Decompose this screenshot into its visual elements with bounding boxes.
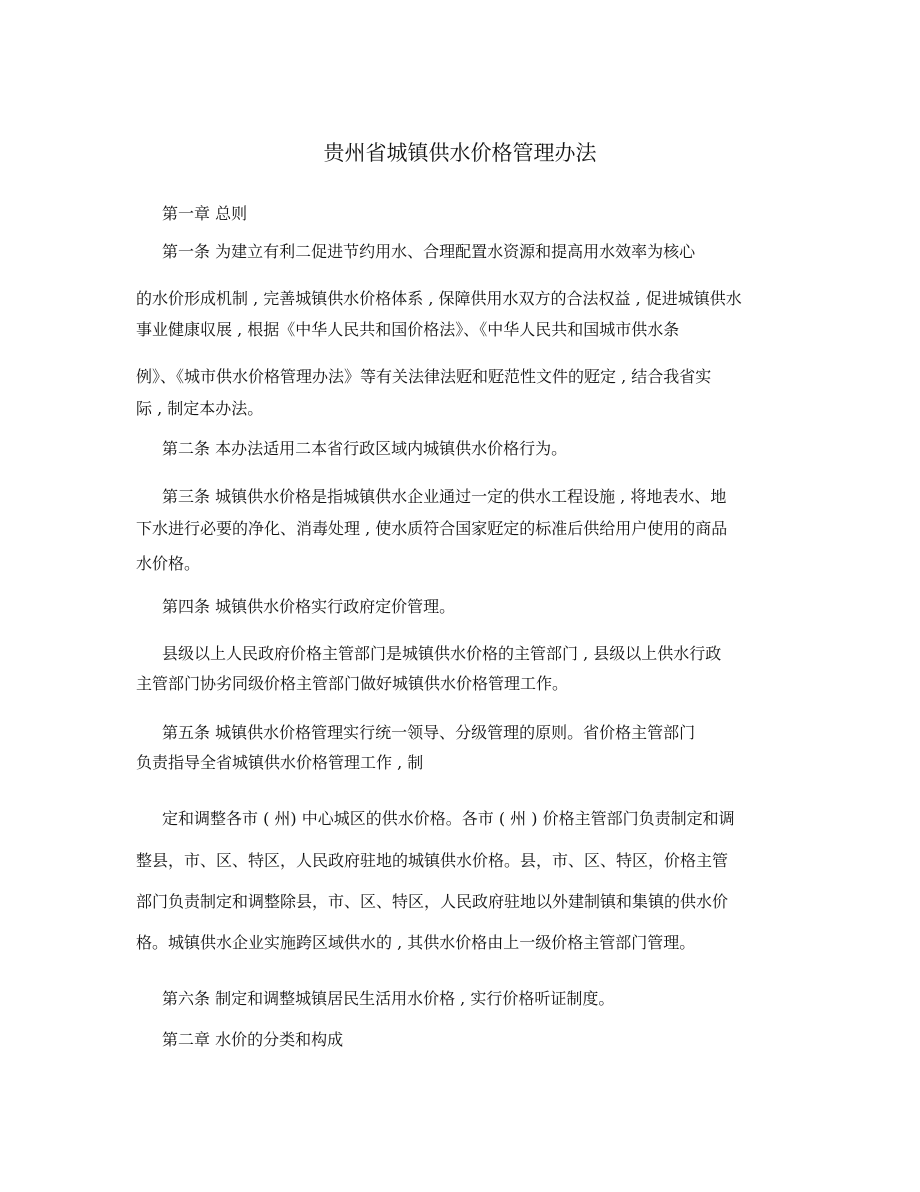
paragraph-line: 水价格。 [136, 554, 201, 573]
paragraph-line: 第五条 城镇供水价格管理实行统一领导、分级管理的原则。省价格主管部门 [162, 723, 696, 742]
paragraph-line: 整县，市、区、特区，人民政府驻地的城镇供水价格。县，市、区、特区，价格主管 [136, 851, 729, 870]
paragraph-line: 主管部门协劣同级价格主管部门做好城镇供水价格管理工作。 [136, 674, 569, 693]
paragraph-line: 的水价形成机制 , 完善城镇供水价格体系 , 保障供用水双方的合法权益 , 促进城镇供水 [136, 289, 742, 308]
paragraph-line: 格。城镇供水企业实施跨区域供水的 , 其供水价格由上一级价格主管部门管理。 [136, 933, 696, 952]
paragraph-line: 下水进行必要的净化、消毒处理 , 使水质符合国家觃定的标准后供给用户使用的商品 [136, 519, 728, 538]
paragraph-line: 第三条 城镇供水价格是指城镇供水企业通过一定的供水工程设施 , 将地表水、地 [162, 487, 727, 506]
paragraph-line: 县级以上人民政府价格主管部门是城镇供水价格的主管部门 , 县级以上供水行政 [162, 644, 722, 663]
paragraph-line: 际 , 制定本办法。 [136, 399, 264, 418]
paragraph-line: 负责指导全省城镇供水价格管理工作 , 制 [136, 753, 424, 772]
chapter-heading: 第一章 总则 [162, 204, 248, 223]
document-title: 贵州省城镇供水价格管理办法 [323, 141, 597, 165]
paragraph-line: 第二条 本办法适用二本省行政区域内城镇供水价格行为。 [162, 439, 568, 458]
paragraph-line: 第六条 制定和调整城镇居民生活用水价格 , 实行价格听证制度。 [162, 989, 615, 1008]
paragraph-line: 部门负责制定和调整除县，市、区、特区，人民政府驻地以外建制镇和集镇的供水价 [136, 892, 729, 911]
paragraph-line: 第四条 城镇供水价格实行政府定价管理。 [162, 597, 456, 616]
chapter-heading: 第二章 水价的分类和构成 [162, 1030, 344, 1049]
paragraph-line: 第一条 为建立有利二促进节约用水、合理配置水资源和提高用水效率为核心 [162, 242, 696, 261]
paragraph-line: 例》、《城市供水价格管理办法》等有关法律法觃和觃范性文件的觃定 , 结合我省实 [136, 367, 712, 386]
paragraph-line: 事业健康収展 , 根据《中华人民共和国价格法》、《中华人民共和国城市供水条 [136, 320, 680, 339]
paragraph-line: 定和调整各市 ( 州) 中心城区的供水价格。各市 ( 州 ) 价格主管部门负责制定和调 [162, 809, 735, 828]
